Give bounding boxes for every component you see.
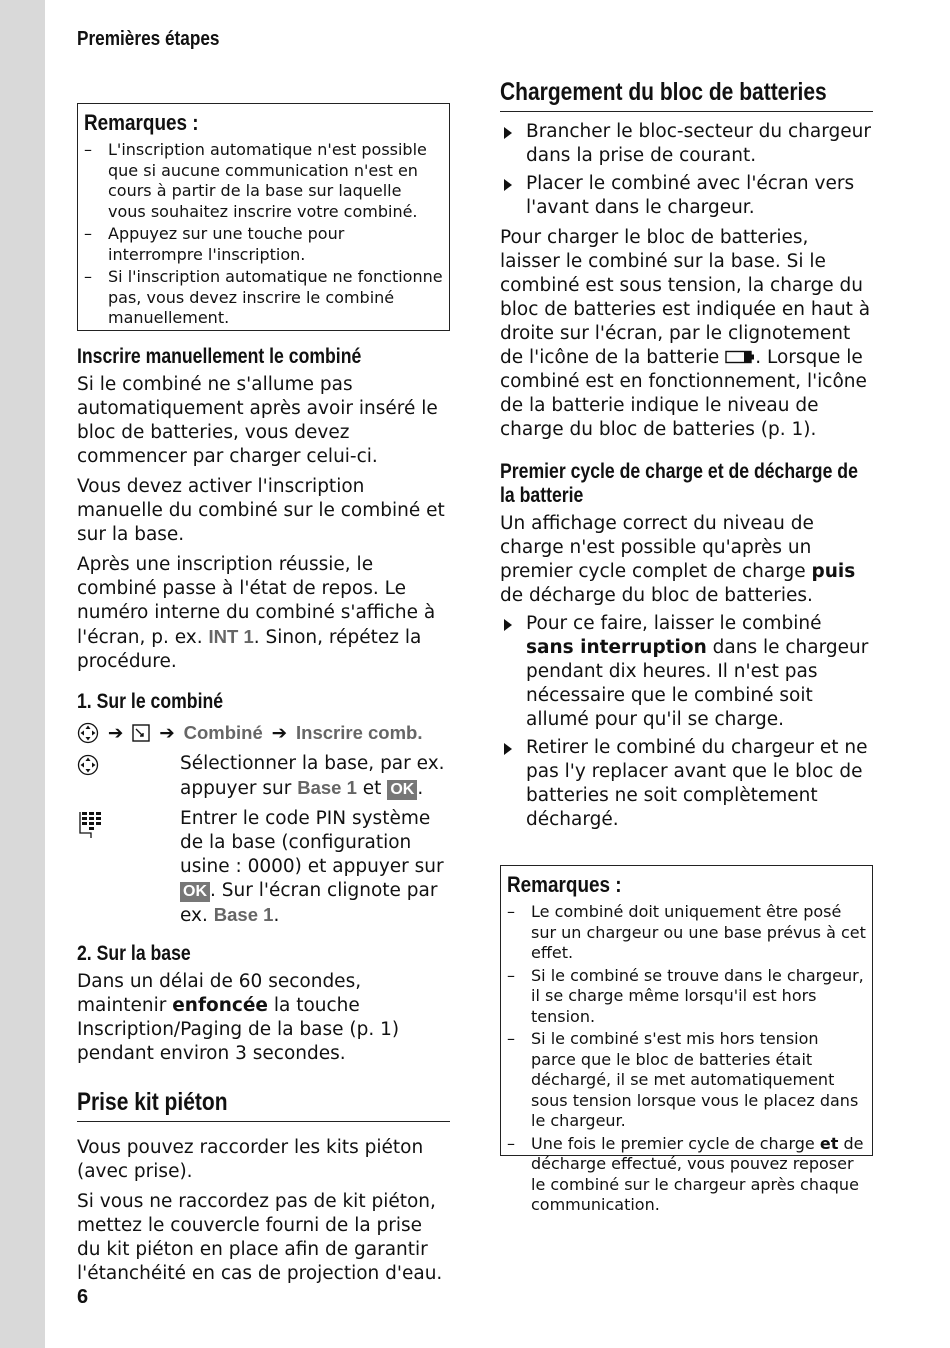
- charging-heading: Chargement du bloc de batteries: [500, 78, 827, 106]
- notes-title: Remarques :: [507, 872, 622, 897]
- manual-paragraph-2: Vous devez activer l'inscription manuelle du combiné sur le combiné et sur la base.: [77, 476, 445, 545]
- cycle-bullet-2: Retirer le combiné du chargeur et ne pas l'y replacer avant que le bloc de batteries ne soit complètement déchargé.: [500, 736, 873, 832]
- page-header: Premières étapes: [77, 28, 220, 50]
- handset-step-1: Sélectionner la base, par ex. appuyer sur Base 1 et OK .: [77, 752, 450, 801]
- list-item: – L'inscription automatique n'est possible que si aucune communication n'est en cours à partir de la base sur laquelle vous souhaitez inscrire votre combiné.: [84, 140, 427, 221]
- ok-key: OK: [180, 882, 210, 902]
- list-item: – Le combiné doit uniquement être posé sur un chargeur ou une base prévus à cet effet.: [507, 902, 866, 962]
- list-item: – Si l'inscription automatique ne fonctionne pas, vous devez inscrire le combiné manuellement.: [84, 267, 443, 327]
- list-item: – Appuyez sur une touche pour interrompre l'inscription.: [84, 224, 345, 264]
- right-column: [500, 78, 873, 1214]
- arrow-right-icon: ➔: [271, 723, 288, 744]
- manual-heading: Inscrire manuellement le combiné: [77, 345, 362, 368]
- arrow-right-icon: ➔: [159, 723, 175, 744]
- ok-key: OK: [387, 780, 417, 800]
- handset-heading: 1. Sur le combiné: [77, 690, 224, 713]
- notes-list: [84, 140, 443, 329]
- list-item: – Si le combiné se trouve dans le chargeur, il se charge même lorsqu'il est hors tension.: [507, 965, 864, 1026]
- notes-box: [77, 103, 450, 331]
- bullet-arrow-icon: [504, 743, 512, 755]
- base-display-value: Base 1: [213, 904, 274, 925]
- bullet-arrow-icon: [504, 179, 512, 191]
- base-paragraph: Dans un délai de 60 secondes, maintenir enfoncée la touche Inscription/Paging de la base (p. 1) pendant environ 3 secondes.: [77, 971, 400, 1064]
- cycle-heading: Premier cycle de charge et de décharge de la batterie: [500, 460, 858, 507]
- menu-item-combine: Combiné: [183, 722, 263, 743]
- settings-menu-icon: [132, 724, 150, 742]
- headset-paragraph-2: Si vous ne raccordez pas de kit piéton, mettez le couvercle fourni de la prise du kit piéton en place afin de garantir l'étanchéité en cas de projection d'eau.: [77, 1191, 443, 1284]
- arrow-right-icon: ➔: [107, 723, 124, 744]
- menu-path: [77, 720, 450, 746]
- page-number: 6: [77, 1286, 89, 1308]
- base-heading: 2. Sur la base: [77, 942, 191, 965]
- manual-paragraph-3: Après une inscription réussie, le combiné passe à l'état de repos. Le numéro interne du combiné s'affiche à l'écran, p. ex. INT 1. Sinon, répétez la procédure.: [77, 554, 436, 672]
- notes-list: [507, 902, 866, 1216]
- notes-box-right: [500, 865, 873, 1214]
- nav-key-icon: [77, 722, 99, 744]
- nav-key-icon: [77, 754, 99, 776]
- base-name-value: Base 1: [297, 777, 357, 798]
- keypad-icon: [77, 809, 105, 839]
- charging-bullet-1: Brancher le bloc-secteur du chargeur dans la prise de courant.: [500, 120, 873, 168]
- headset-paragraph-1: Vous pouvez raccorder les kits piéton (avec prise).: [77, 1137, 424, 1182]
- bullet-arrow-icon: [504, 127, 512, 139]
- handset-step-2: Entrer le code PIN système de la base (configuration usine : 0000) et appuyer sur OK . Sur l'écran clignote par ex. Base 1.: [77, 807, 450, 928]
- cycle-paragraph: Un affichage correct du niveau de charge n'est possible qu'après un premier cycle complet de charge puis de décharge du bloc de batteries.: [500, 513, 856, 606]
- battery-icon: [725, 350, 755, 364]
- bullet-arrow-icon: [504, 619, 512, 631]
- cycle-bullet-1: Pour ce faire, laisser le combiné sans interruption dans le chargeur pendant dix heures. Il n'est pas nécessaire que le combiné soit allumé pour qu'il se charge.: [500, 612, 873, 732]
- charging-paragraph: Pour charger le bloc de batteries, laisser le combiné sur la base. Si le combiné est sous tension, la charge du bloc de batteries est indiquée en haut à droite sur l'écran, par le clignotement de l'icône de la batterie . Lorsque le combiné est en fonctionnement, l'icône de la batterie indique le niveau de charge du bloc de batteries (p. 1).: [500, 227, 871, 440]
- list-item: – Si le combiné s'est mis hors tension parce que le bloc de batteries était déchargé, il se met automatiquement sous tension lorsque vous le placez dans le chargeur.: [507, 1029, 859, 1130]
- list-item: – Une fois le premier cycle de charge et de décharge effectué, vous pouvez reposer le combiné sur le chargeur après chaque communication.: [507, 1133, 864, 1214]
- manual-paragraph-1: Si le combiné ne s'allume pas automatiquement après avoir inséré le bloc de batteries, vous devez commencer par charger celui-ci.: [77, 374, 438, 467]
- headset-heading: Prise kit piéton: [77, 1088, 228, 1116]
- menu-item-inscription: Inscrire comb.: [296, 722, 423, 743]
- left-column: [77, 103, 450, 1286]
- page-margin-bar: [0, 0, 45, 1348]
- charging-bullet-2: Placer le combiné avec l'écran vers l'avant dans le chargeur.: [500, 172, 873, 220]
- int-display-value: INT 1: [208, 626, 254, 647]
- notes-title: Remarques :: [84, 110, 199, 135]
